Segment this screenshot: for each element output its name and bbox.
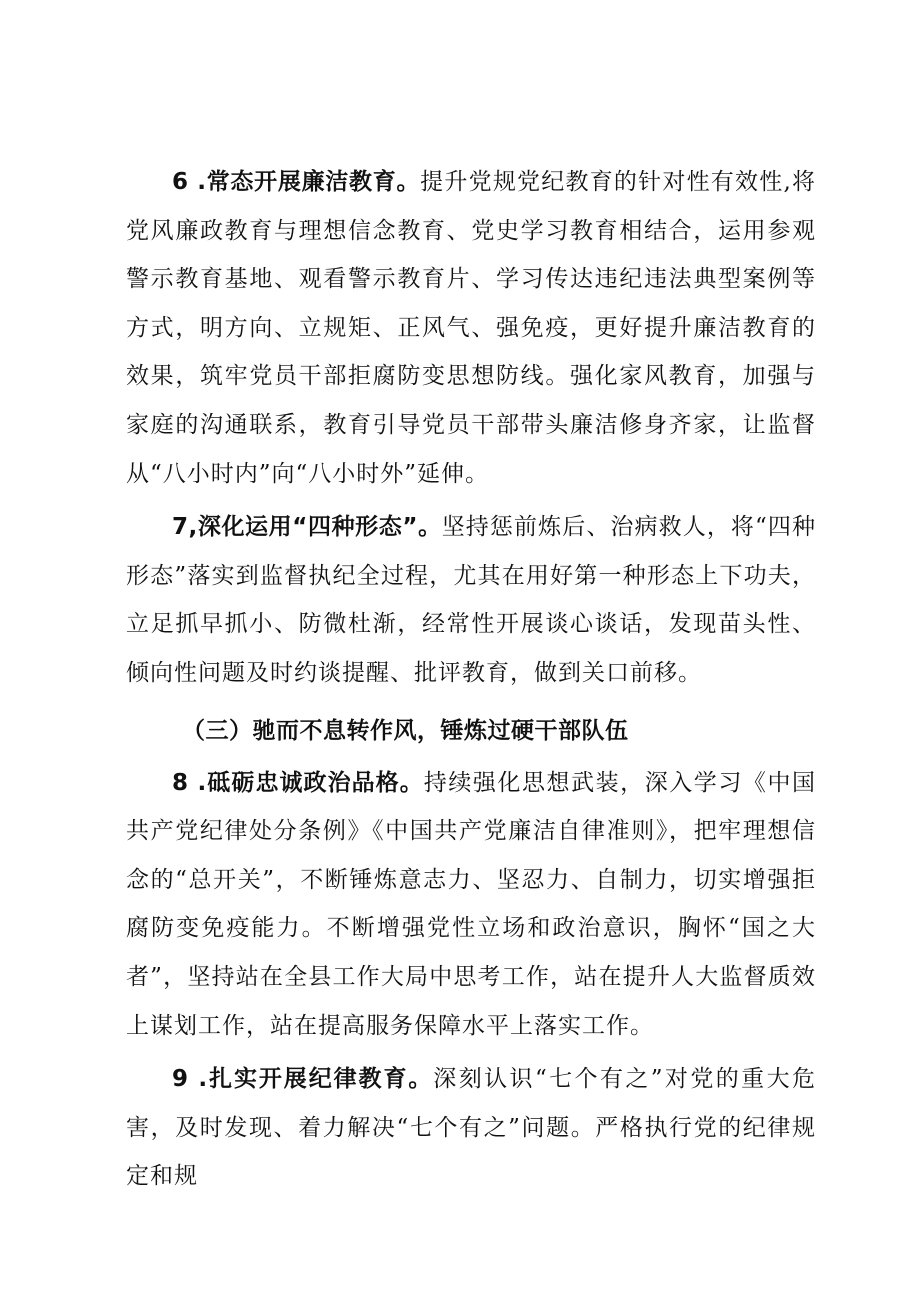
- paragraph-text: 坚持惩前炼后、治病救人，将“四种形态”落实到监督执纪全过程，尤其在用好第一种形态上下功夫，立足抓早抓小、防微杜渐，经常性开展谈心谈话，发现苗头性、倾向性问题及时约谈提醒、批评教育，做到关口前移。: [126, 514, 816, 686]
- paragraph-item-9: [126, 1055, 816, 1201]
- paragraph-lead: 7,深化运用“四种形态”。: [172, 514, 442, 541]
- paragraph-lead: 6 .常态开展廉洁教育。: [172, 169, 421, 195]
- paragraph-text: 提升党规党纪教育的针对性有效性,将党风廉政教育与理想信念教育、党史学习教育相结合，运用参观警示教育基地、观看警示教育片、学习传达违纪违法典型案例等方式，明方向、立规矩、正风气、强免疫，更好提升廉洁教育的效果，筑牢党员干部拒腐防变思想防线。强化家风教育，加强与家庭的沟通联系，教育引导党员干部带头廉洁修身齐家，让监督从“八小时内”向“八小时外”延伸。: [126, 169, 817, 487]
- paragraph-text: 持续强化思想武装，深入学习《中国共产党纪律处分条例》《中国共产党廉洁自律准则》，把牢理想信念的“总开关”，不断锤炼意志力、坚忍力、自制力，切实增强拒腐防变免疫能力。不断增强党性立场和政治意识，胸怀“国之大者”，坚持站在全县工作大局中思考工作，站在提升人大监督质效上谋划工作，站在提高服务保障水平上落实工作。: [126, 769, 817, 1039]
- paragraph-lead: 9 .扎实开展纪律教育。: [172, 1066, 434, 1093]
- paragraph-text: 深刻认识“七个有之”对党的重大危害，及时发现、着力解决“七个有之”问题。严格执行党的纪律规定和规: [126, 1066, 816, 1190]
- paragraph-item-7: [126, 503, 816, 697]
- paragraph-lead: 8 .砥砺忠诚政治品格。: [172, 769, 424, 796]
- paragraph-item-8: [126, 759, 816, 1051]
- document-body: [126, 158, 816, 1201]
- section-heading: （三）驰而不息转作风，锤炼过硬干部队伍: [182, 717, 629, 744]
- paragraph-item-6: [126, 158, 816, 498]
